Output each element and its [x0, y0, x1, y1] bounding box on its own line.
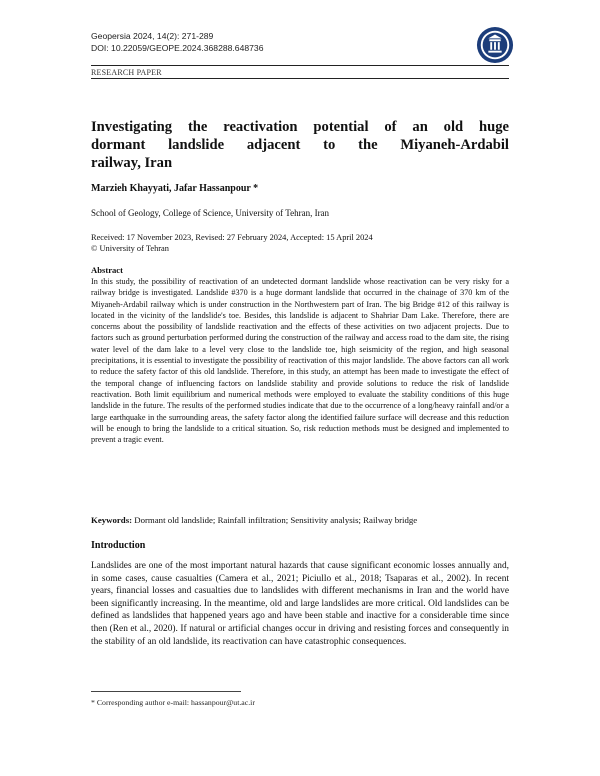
dates-line: Received: 17 November 2023, Revised: 27 February 2024, Accepted: 15 April 2024	[91, 233, 373, 242]
title-line: railway, Iran	[91, 155, 173, 171]
abstract-text: In this study, the possibility of reactivation of an undetected dormant landslide whose reactivation can be very risky for a railway bridge is investigated. Landslide #370 is a huge dormant landslide that occurred in the chainage of 370 km of the Miyaneh-Ardabil railway which is under construction in the Northwestern part of Iran. The big Bridge #12 of this railway is located in the vicinity of the landslide's toe. Besides, this landslide is adjacent to Shahriar Dam Lake. Therefore, there are concerns about the possibility of landslide reactivation and the effects of these activities on two adjacent projects. Due to factors such as ground perturbation performed during the construction of the railway and access road to the dam site, the rising water level of the dam lake to a level very close to the landslide toe, high seismicity of the region, and high seasonal precipitations, it is essential to investigate the possibility of reactivation of this major landslide. The above factors can all work to reduce the safety factor of this old landslide. Therefore, in this study, an attempt has been made to investigate the effect of the temporal change of influencing factors on landslide stability and provide solutions to reduce the risk of landslide reactivation. Both limit equilibrium and numerical methods were employed to evaluate the stability conditions of this huge landslide in the future. The results of the performed studies indicate that due to the occurrence of a long/heavy rainfall and/or a large earthquake in the surrounding areas, the safety factor along the identified failure surface will decrease and this reduction will be enough to bring the landslide to a critical situation. So, risk reduction methods must be designed and implemented to prevent a tragic event.	[91, 277, 509, 445]
submission-dates	[91, 232, 373, 254]
header-rule-top	[91, 65, 509, 66]
title-line: Investigating the reactivation potential of an old huge	[91, 119, 509, 135]
copyright-line: © University of Tehran	[91, 244, 169, 253]
title-line: dormant landslide adjacent to the Miyaneh-Ardabil	[91, 137, 509, 153]
introduction-heading: Introduction	[91, 540, 146, 551]
keywords-label: Keywords:	[91, 515, 133, 525]
university-seal-icon	[476, 26, 514, 64]
journal-citation: Geopersia 2024, 14(2): 271-289	[91, 31, 214, 41]
abstract-heading: Abstract	[91, 265, 123, 275]
footnote-rule	[91, 691, 241, 692]
journal-doi: DOI: 10.22059/GEOPE.2024.368288.648736	[91, 43, 264, 53]
authors: Marzieh Khayyati, Jafar Hassanpour *	[91, 183, 259, 194]
keywords	[91, 515, 417, 525]
introduction-text: Landslides are one of the most important natural hazards that cause significant economic losses annually and, in some cases, cause casualties (Camera et al., 2021; Piciullo et al., 2018; Tsaparas et al., 2002). In recent years, financial losses and casualties due to landslides with different mechanisms in Iran and the world have been significantly increasing. In the meantime, old and large landslides are more critical. Old landslides can be defined as landslides that happened years ago and have been stable and inactive for a considerable time since then (Ren et al., 2020). If natural or artificial changes occur in driving and resisting forces and consequently in the stability of an old landslide, its reactivation can have catastrophic consequences.	[91, 561, 509, 647]
header-rule-bottom	[91, 78, 509, 79]
paper-title	[91, 118, 509, 172]
section-label: RESEARCH PAPER	[91, 68, 162, 77]
affiliation: School of Geology, College of Science, University of Tehran, Iran	[91, 208, 330, 218]
footnote: * Corresponding author e-mail: hassanpour@ut.ac.ir	[91, 698, 255, 707]
journal-header	[91, 30, 263, 54]
keywords-list: Dormant old landslide; Rainfall infiltration; Sensitivity analysis; Railway bridge	[134, 515, 418, 525]
